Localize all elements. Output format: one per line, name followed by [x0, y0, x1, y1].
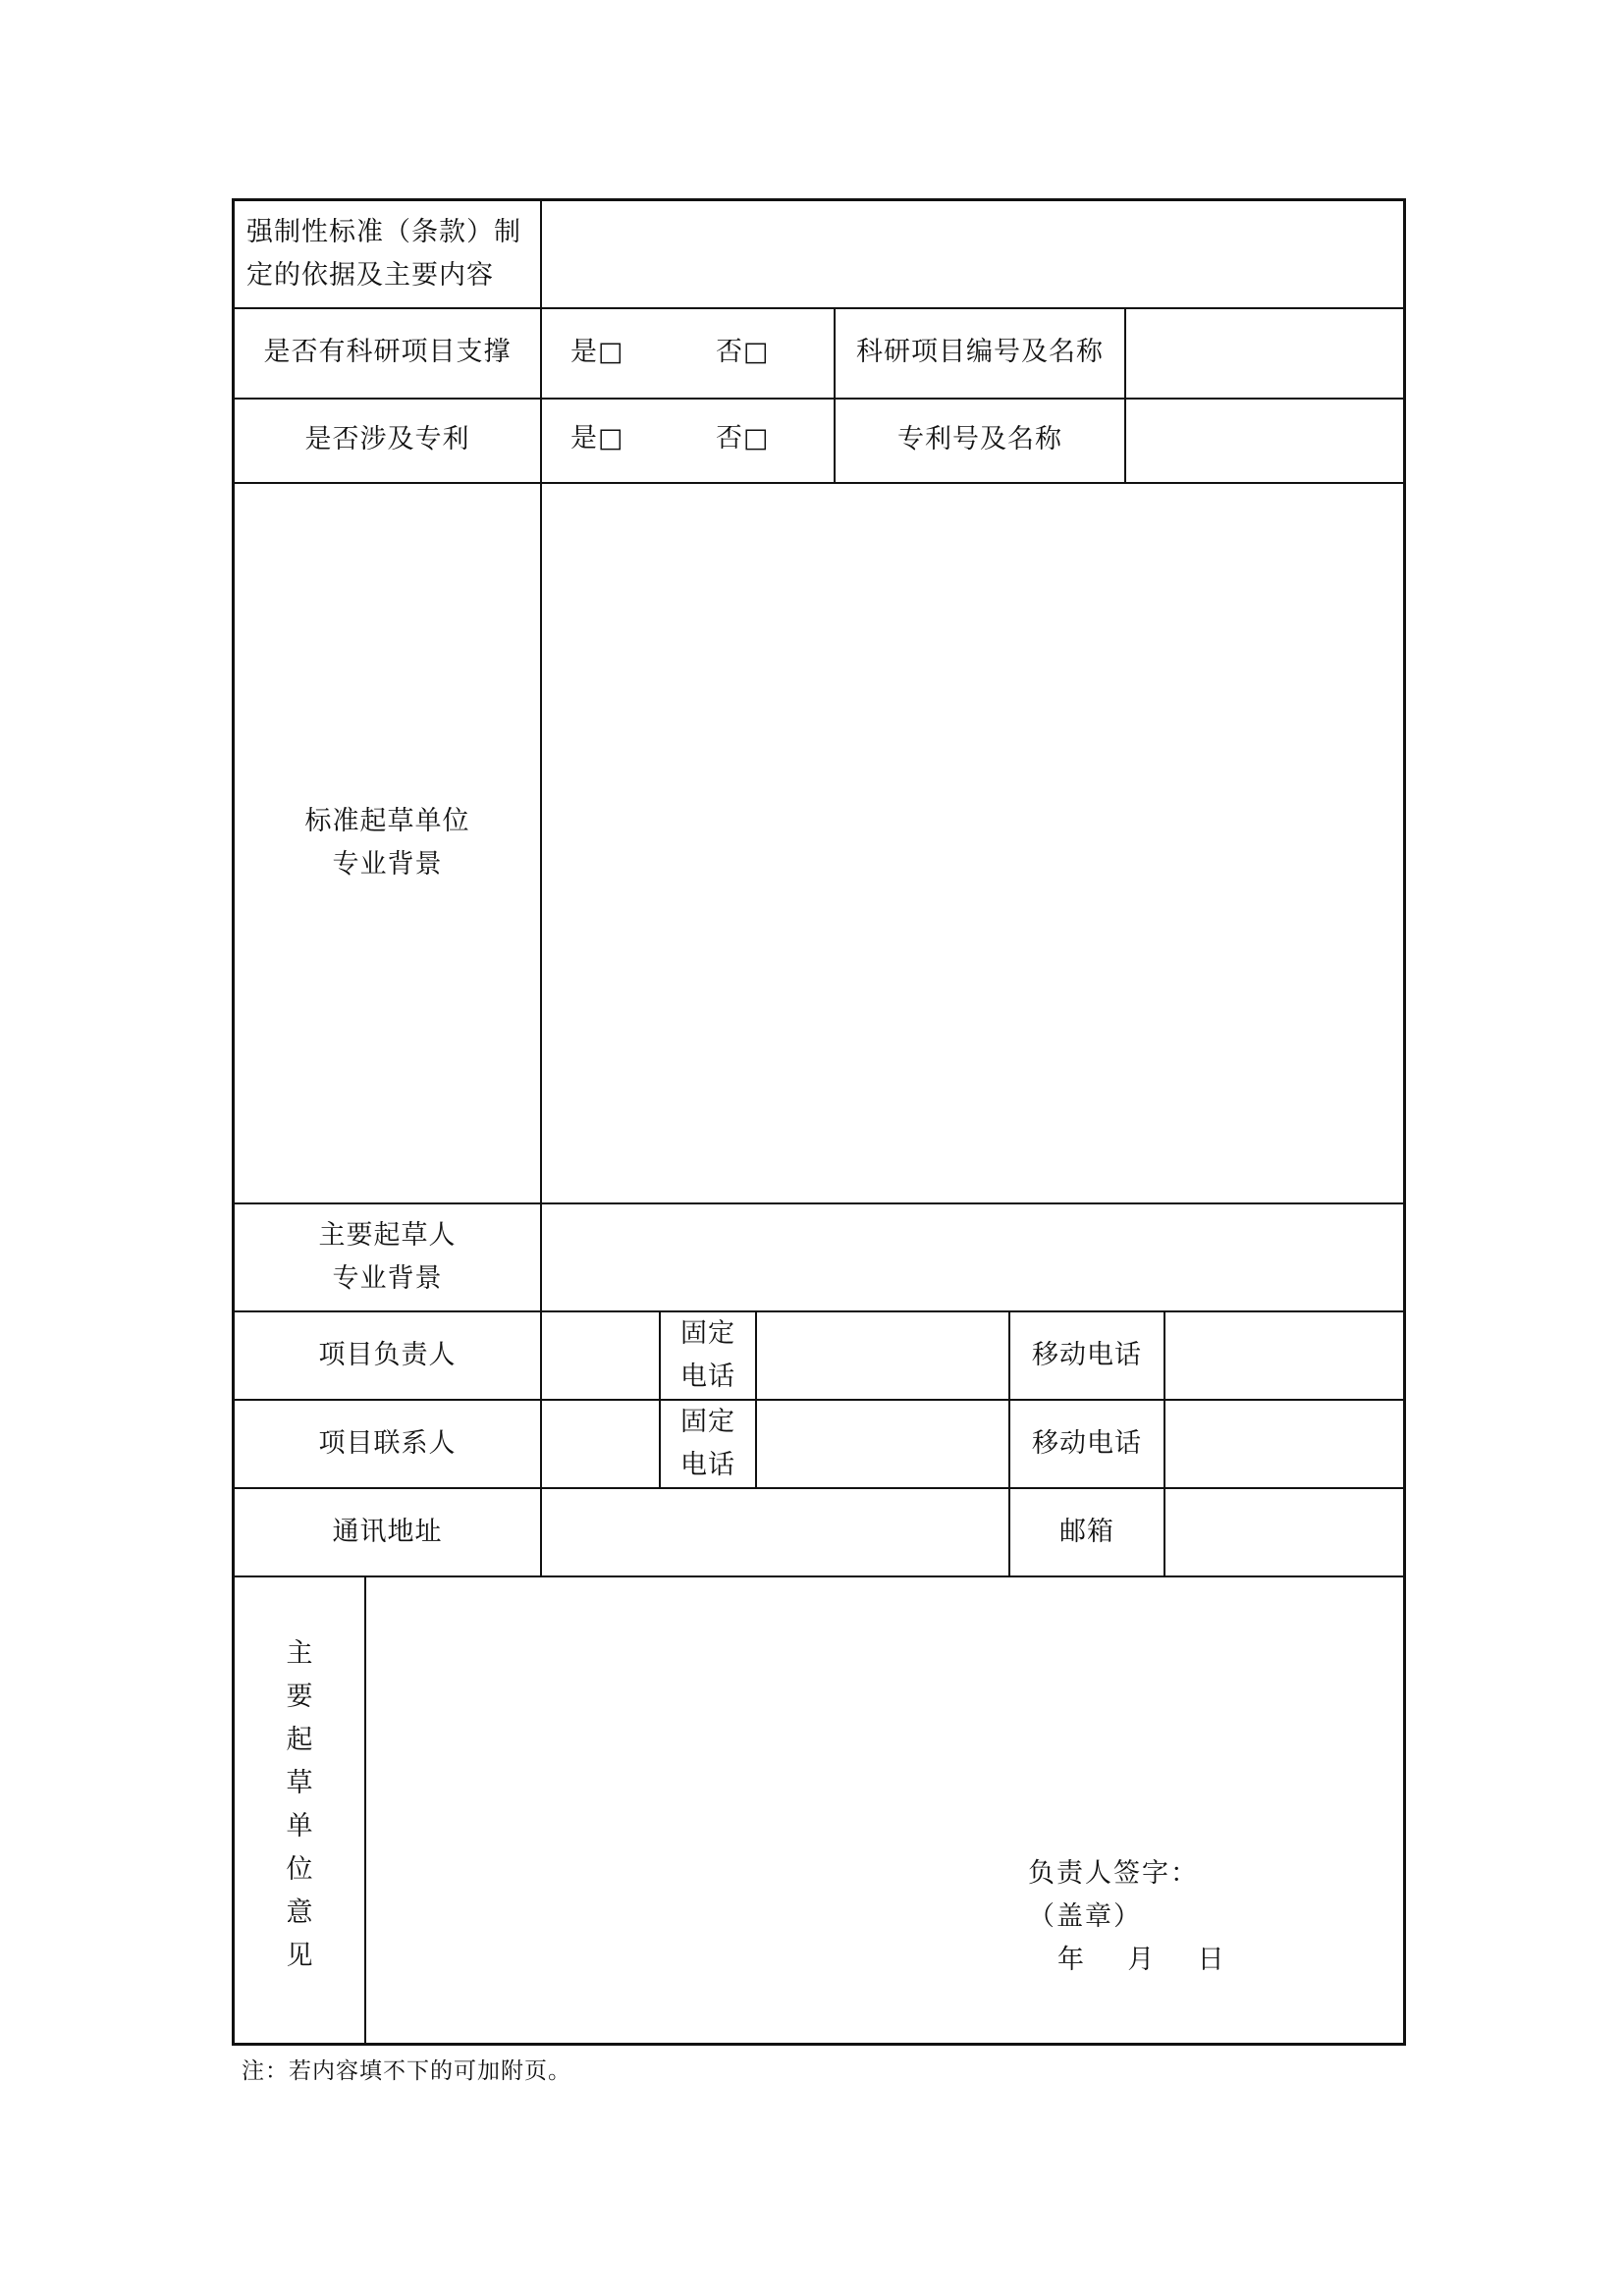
leader-fixed-phone-input[interactable] — [757, 1312, 1008, 1399]
drafter-background-input[interactable] — [542, 1204, 1403, 1310]
date-label: 年 月 日 — [1057, 1945, 1226, 1975]
email-input[interactable] — [1165, 1489, 1403, 1575]
signature-label: 负责人签字： — [1028, 1858, 1199, 1889]
contact-label: 项目联系人 — [318, 1428, 457, 1459]
application-form-table — [232, 198, 1406, 2046]
research-label: 是否有科研项目支撑 — [263, 337, 512, 367]
leader-label: 项目负责人 — [318, 1340, 457, 1370]
leader-mobile-label: 移动电话 — [1032, 1340, 1142, 1370]
email-label: 邮箱 — [1059, 1517, 1114, 1547]
patent-label: 是否涉及专利 — [304, 424, 470, 454]
research-yes-checkbox[interactable]: 是□ — [570, 337, 624, 367]
basis-input[interactable] — [542, 201, 1403, 307]
leader-fixed-phone-label: 固定 电话 — [680, 1318, 735, 1392]
patent-yes-checkbox[interactable]: 是□ — [570, 423, 624, 454]
contact-mobile-label: 移动电话 — [1032, 1428, 1142, 1459]
contact-mobile-input[interactable] — [1165, 1401, 1403, 1487]
research-no-checkbox[interactable]: 否□ — [716, 337, 770, 367]
contact-fixed-phone-label: 固定 电话 — [680, 1407, 735, 1480]
patent-detail-input[interactable] — [1126, 398, 1403, 482]
address-input[interactable] — [542, 1489, 1008, 1575]
research-detail-input[interactable] — [1126, 307, 1403, 398]
opinion-input[interactable] — [366, 1577, 1403, 2043]
research-detail-label: 科研项目编号及名称 — [856, 337, 1104, 367]
footnote: 注：若内容填不下的可加附页。 — [242, 2058, 571, 2084]
unit-background-label: 标准起草单位 专业背景 — [304, 806, 470, 880]
unit-background-input[interactable] — [542, 484, 1403, 1202]
basis-label: 强制性标准（条款）制 定的依据及主要内容 — [246, 217, 521, 291]
contact-fixed-phone-input[interactable] — [757, 1401, 1008, 1487]
address-label: 通讯地址 — [332, 1517, 443, 1547]
leader-name-input[interactable] — [542, 1312, 659, 1399]
opinion-label: 主 要 起 草 单 位 意 见 — [286, 1638, 313, 1971]
leader-mobile-input[interactable] — [1165, 1312, 1403, 1399]
patent-no-checkbox[interactable]: 否□ — [716, 423, 770, 454]
seal-label: （盖章） — [1028, 1901, 1142, 1932]
drafter-background-label: 主要起草人 专业背景 — [318, 1220, 457, 1294]
contact-name-input[interactable] — [542, 1401, 659, 1487]
patent-detail-label: 专利号及名称 — [897, 424, 1062, 454]
